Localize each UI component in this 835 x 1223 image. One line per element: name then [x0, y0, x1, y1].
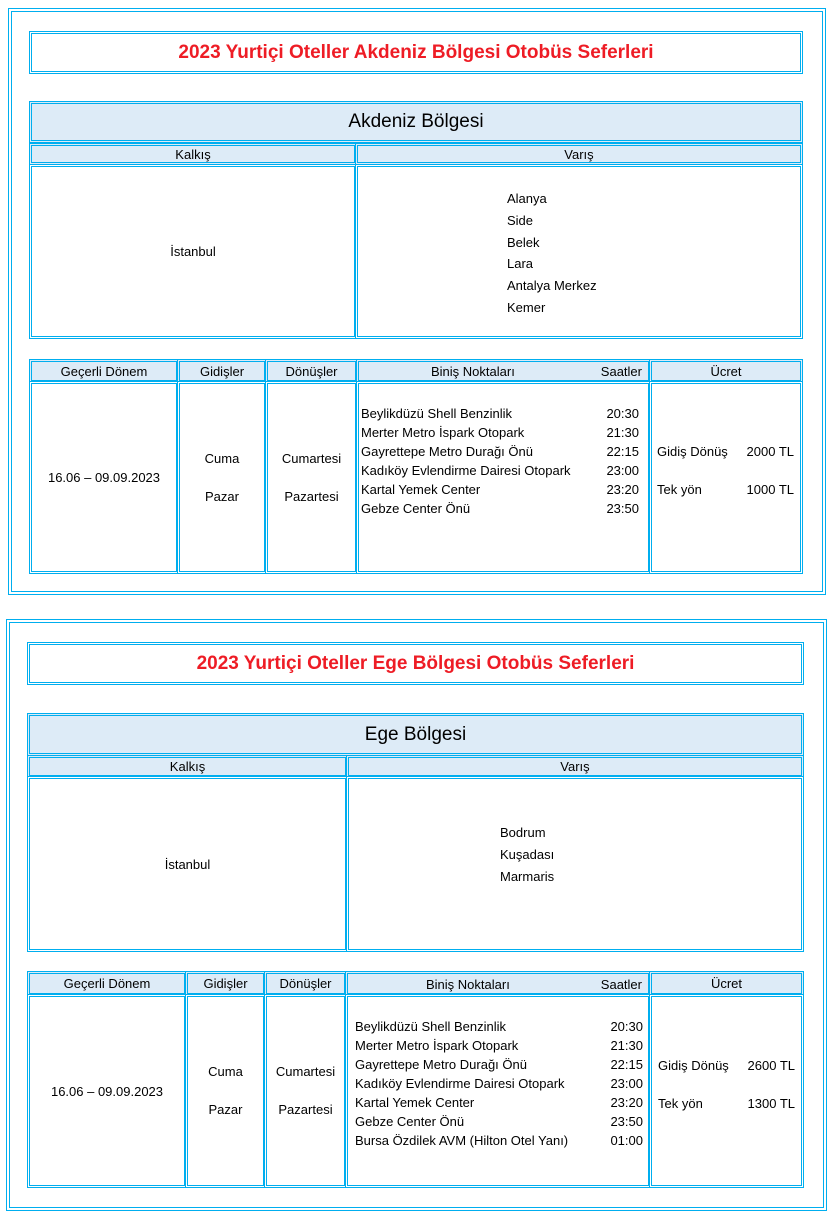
- stop-name: Gebze Center Önü: [361, 501, 471, 516]
- arrival-cities: [346, 776, 804, 952]
- period-header: Geçerli Dönem: [29, 359, 179, 383]
- arrival-item: Antalya Merkez: [507, 278, 597, 294]
- stop-row: [355, 1074, 643, 1093]
- arrival-item: Belek: [507, 234, 540, 250]
- stop-row: [355, 1055, 643, 1074]
- arrival-header: Varış: [346, 755, 804, 778]
- stop-name: Kadıköy Evlendirme Dairesi Otopark: [361, 463, 571, 478]
- arrival-cities: [355, 164, 803, 339]
- times-label: Saatler: [600, 977, 642, 992]
- region-header: Ege Bölgesi: [27, 713, 804, 756]
- fare-label: Gidiş Dönüş: [657, 444, 728, 459]
- return-day: Cumartesi: [281, 450, 342, 466]
- stop-time: 23:00: [606, 463, 639, 478]
- departure-city: İstanbul: [29, 164, 357, 339]
- stop-time: 22:15: [610, 1057, 643, 1072]
- stop-name: Bursa Özdilek AVM (Hilton Otel Yanı): [355, 1133, 569, 1148]
- outbound-days: [185, 994, 266, 1188]
- stop-name: Beylikdüzü Shell Benzinlik: [355, 1019, 507, 1034]
- outbound-day: Pazar: [205, 488, 239, 504]
- fares: [649, 381, 803, 574]
- return-days: [264, 994, 347, 1188]
- stop-time: 21:30: [610, 1038, 643, 1053]
- boarding-header: [356, 359, 651, 383]
- returns-header: Dönüşler: [265, 359, 358, 383]
- stop-time: 21:30: [606, 425, 639, 440]
- stop-row: [355, 1131, 643, 1150]
- stop-row: [361, 480, 639, 499]
- stop-time: 20:30: [606, 406, 639, 421]
- outbound-day: Pazar: [208, 1102, 243, 1117]
- boarding-header: [345, 971, 651, 996]
- boarding-points-label: Biniş Noktaları: [426, 977, 510, 992]
- departure-city: İstanbul: [27, 776, 348, 952]
- return-day: Pazartesi: [278, 1102, 333, 1117]
- stop-name: Kartal Yemek Center: [355, 1095, 475, 1110]
- fare-label: Tek yön: [657, 482, 702, 497]
- stop-row: [361, 442, 639, 461]
- stop-time: 22:15: [606, 444, 639, 459]
- arrival-item: Kemer: [507, 299, 546, 315]
- fare-row: [657, 433, 794, 471]
- stop-row: [361, 423, 639, 442]
- returns-header: Dönüşler: [264, 971, 347, 996]
- outbound-day: Cuma: [204, 450, 240, 466]
- section-title: 2023 Yurtiçi Oteller Ege Bölgesi Otobüs Seferleri: [27, 642, 804, 685]
- return-day: Cumartesi: [275, 1064, 336, 1079]
- arrival-list: [507, 188, 597, 319]
- stop-name: Gebze Center Önü: [355, 1114, 465, 1129]
- departure-header: Kalkış: [29, 143, 357, 165]
- return-day: Pazartesi: [284, 488, 339, 504]
- stop-row: [355, 1093, 643, 1112]
- period-value: 16.06 – 09.09.2023: [27, 994, 187, 1188]
- stop-name: Merter Metro İspark Otopark: [355, 1038, 519, 1053]
- period-header: Geçerli Dönem: [27, 971, 187, 996]
- fare-header: Ücret: [649, 359, 803, 383]
- outbound-header: Gidişler: [185, 971, 266, 996]
- arrival-item: Alanya: [507, 191, 547, 206]
- region-header: Akdeniz Bölgesi: [29, 101, 803, 143]
- stop-row: [361, 499, 639, 518]
- arrival-header: Varış: [355, 143, 803, 165]
- arrival-item: Marmaris: [500, 868, 555, 884]
- stop-name: Kadıköy Evlendirme Dairesi Otopark: [355, 1076, 565, 1091]
- stop-time: 23:50: [610, 1114, 643, 1129]
- arrival-item: Bodrum: [500, 825, 546, 840]
- stop-time: 20:30: [610, 1019, 643, 1034]
- outbound-day: Cuma: [208, 1064, 243, 1079]
- fare-row: [658, 1047, 795, 1085]
- section-title: 2023 Yurtiçi Oteller Akdeniz Bölgesi Otobüs Seferleri: [29, 31, 803, 74]
- stops-list: [361, 404, 639, 518]
- outbound-days: [177, 381, 267, 574]
- return-days: [265, 381, 358, 574]
- stop-time: 23:00: [610, 1076, 643, 1091]
- stop-row: [355, 1036, 643, 1055]
- fare-label: Gidiş Dönüş: [658, 1058, 729, 1073]
- stop-row: [355, 1017, 643, 1036]
- fare-row: [657, 471, 794, 509]
- stop-time: 01:00: [610, 1133, 643, 1148]
- outbound-header: Gidişler: [177, 359, 267, 383]
- boarding-points: [345, 994, 651, 1188]
- stop-time: 23:20: [610, 1095, 643, 1110]
- arrival-list: [500, 822, 554, 887]
- stop-row: [361, 404, 639, 423]
- stop-name: Kartal Yemek Center: [361, 482, 481, 497]
- fare-price: 2000 TL: [746, 444, 794, 459]
- fare-price: 1000 TL: [746, 482, 794, 497]
- stops-list: [355, 1017, 643, 1150]
- stop-row: [355, 1112, 643, 1131]
- times-label: Saatler: [600, 364, 642, 379]
- stop-name: Gayrettepe Metro Durağı Önü: [361, 444, 533, 459]
- boarding-points-label: Biniş Noktaları: [431, 364, 515, 379]
- stop-time: 23:50: [606, 501, 639, 516]
- arrival-item: Kuşadası: [500, 846, 555, 862]
- fare-label: Tek yön: [658, 1096, 703, 1111]
- fare-price: 2600 TL: [747, 1058, 795, 1073]
- departure-header: Kalkış: [27, 755, 348, 778]
- arrival-item: Side: [507, 212, 534, 228]
- period-value: 16.06 – 09.09.2023: [29, 381, 179, 574]
- boarding-points: [356, 381, 651, 574]
- arrival-item: Lara: [507, 256, 534, 272]
- fare-row: [658, 1085, 795, 1123]
- stop-name: Beylikdüzü Shell Benzinlik: [361, 406, 513, 421]
- stop-name: Merter Metro İspark Otopark: [361, 425, 525, 440]
- stop-name: Gayrettepe Metro Durağı Önü: [355, 1057, 527, 1072]
- stop-time: 23:20: [606, 482, 639, 497]
- stop-row: [361, 461, 639, 480]
- fares: [649, 994, 804, 1188]
- fare-price: 1300 TL: [747, 1096, 795, 1111]
- fare-header: Ücret: [649, 971, 804, 996]
